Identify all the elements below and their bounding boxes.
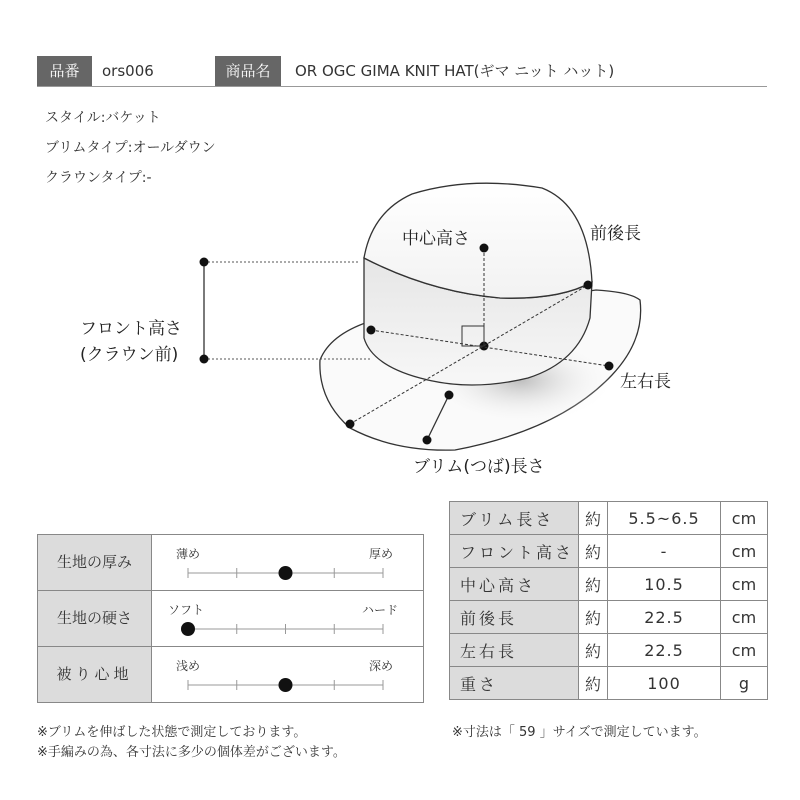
brim-length-dot-top xyxy=(445,391,454,400)
label-center-height: 中心高さ xyxy=(402,229,470,249)
measurement-value: - xyxy=(608,535,721,568)
front-height-dot-top xyxy=(200,258,209,267)
measurement-value: 22.5 xyxy=(608,601,721,634)
product-name-label: 商品名 xyxy=(215,56,281,86)
label-brim-length: ブリム(つば)長さ xyxy=(413,457,545,477)
measurement-approx: 約 xyxy=(579,568,608,601)
fabric-scale-right: 厚め xyxy=(369,547,394,561)
left-right-dot-right xyxy=(605,362,614,371)
fabric-scale-right: ハード xyxy=(362,603,399,617)
measurement-unit: cm xyxy=(721,502,768,535)
brim-length-dot-bottom xyxy=(423,436,432,445)
measurement-label: フロント高さ xyxy=(450,535,579,568)
front-height-dot-bottom xyxy=(200,355,209,364)
measurement-value: 5.5~6.5 xyxy=(608,502,721,535)
left-right-dot-left xyxy=(367,326,376,335)
measurement-approx: 約 xyxy=(579,601,608,634)
measurement-unit: cm xyxy=(721,568,768,601)
fabric-scale xyxy=(178,561,393,583)
product-name-value: OR OGC GIMA KNIT HAT(ギマ ニット ハット) xyxy=(295,62,615,80)
measurement-label: 左右長 xyxy=(450,634,579,667)
measurement-unit: cm xyxy=(721,634,768,667)
measurement-row xyxy=(450,535,768,568)
spec-brim-type: ブリムタイプ:オールダウン xyxy=(45,140,216,156)
measurement-row xyxy=(450,502,768,535)
note-brim: ※ブリムを伸ばした状態で測定しております。 xyxy=(37,725,307,740)
product-code-value: ors006 xyxy=(102,62,154,80)
front-back-dot-back xyxy=(584,281,593,290)
measurement-value: 22.5 xyxy=(608,634,721,667)
fabric-table xyxy=(37,534,424,703)
measurement-label: 前後長 xyxy=(450,601,579,634)
scale-marker xyxy=(279,678,293,692)
scale-marker xyxy=(181,622,195,636)
measurement-row xyxy=(450,568,768,601)
fabric-scale-left: ソフト xyxy=(168,603,205,617)
measurement-value: 100 xyxy=(608,667,721,700)
measurement-row xyxy=(450,667,768,700)
front-back-dot-front xyxy=(346,420,355,429)
label-front-height-1: フロント高さ xyxy=(80,319,182,339)
measurement-approx: 約 xyxy=(579,535,608,568)
fabric-label: 生地の厚み xyxy=(38,535,152,590)
fabric-scale-left: 浅め xyxy=(176,659,201,673)
note-handmade: ※手編みの為、各寸法に多少の個体差がございます。 xyxy=(37,745,346,760)
measurement-unit: cm xyxy=(721,601,768,634)
label-front-height-2: (クラウン前) xyxy=(80,345,179,365)
fabric-row-fit xyxy=(38,646,423,702)
measurement-value: 10.5 xyxy=(608,568,721,601)
measurements-table xyxy=(449,501,768,700)
scale-marker xyxy=(279,566,293,580)
fabric-row-thickness xyxy=(38,535,423,590)
measurement-approx: 約 xyxy=(579,667,608,700)
fabric-scale xyxy=(178,617,393,639)
measurement-label: ブリム長さ xyxy=(450,502,579,535)
center-height-dot-top xyxy=(480,244,489,253)
product-code-label: 品番 xyxy=(37,56,92,86)
measurement-approx: 約 xyxy=(579,502,608,535)
label-front-back: 前後長 xyxy=(590,224,641,244)
measurement-label: 中心高さ xyxy=(450,568,579,601)
spec-style: スタイル:バケット xyxy=(45,110,161,126)
fabric-scale-left: 薄め xyxy=(176,547,201,561)
measurement-approx: 約 xyxy=(579,634,608,667)
note-size: ※寸法は「 59 」サイズで測定しています。 xyxy=(452,725,707,740)
measurement-label: 重さ xyxy=(450,667,579,700)
fabric-scale-right: 深め xyxy=(369,659,394,673)
measurement-row xyxy=(450,634,768,667)
fabric-label: 被り心地 xyxy=(38,647,152,702)
spec-crown-type: クラウンタイプ:- xyxy=(45,170,152,186)
label-left-right: 左右長 xyxy=(620,372,671,392)
measurement-unit: cm xyxy=(721,535,768,568)
measurement-unit: g xyxy=(721,667,768,700)
fabric-row-hardness xyxy=(38,590,423,646)
fabric-scale xyxy=(178,673,393,695)
measurement-row xyxy=(450,601,768,634)
fabric-label: 生地の硬さ xyxy=(38,591,152,646)
